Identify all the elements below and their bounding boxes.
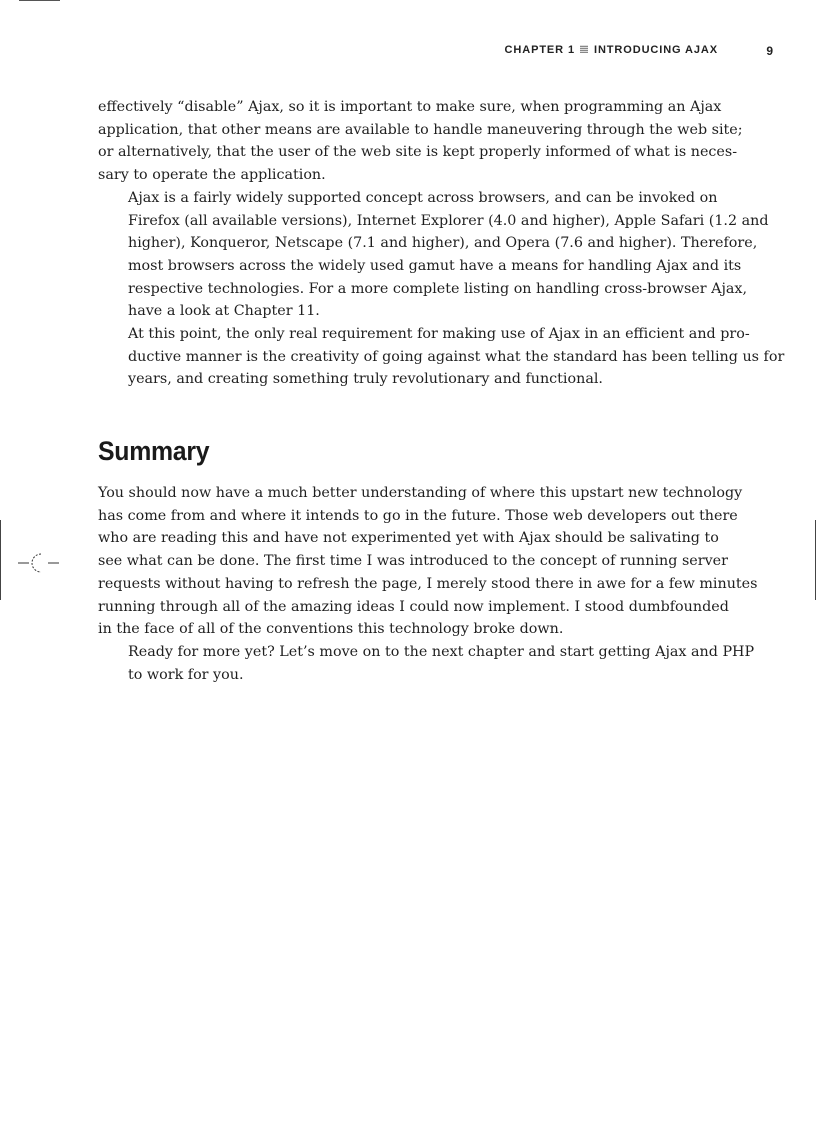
text-line: requests without having to refresh the page, I merely stood there in awe for a few minutes xyxy=(98,575,758,592)
text-line: or alternatively, that the user of the web site is kept properly informed of what is neces- xyxy=(98,144,738,161)
paragraph xyxy=(98,482,758,641)
text-line: Ready for more yet? Let’s move on to the next chapter and start getting Ajax and PHP xyxy=(128,643,755,660)
text-line: sary to operate the application. xyxy=(98,167,326,184)
paragraph xyxy=(98,96,743,187)
running-head-text xyxy=(505,44,718,56)
paragraph xyxy=(98,187,769,323)
text-line: application, that other means are available to handle maneuvering through the web site; xyxy=(98,121,743,138)
text-line: Firefox (all available versions), Internet Explorer (4.0 and higher), Apple Safari (1.2 and xyxy=(128,212,769,229)
chapter-title: INTRODUCING AJAX xyxy=(594,44,718,56)
text-line: effectively “disable” Ajax, so it is important to make sure, when programming an Ajax xyxy=(98,99,722,115)
running-head xyxy=(98,44,774,60)
text-line: have a look at Chapter 11. xyxy=(128,303,320,320)
text-line: has come from and where it intends to go in the future. Those web developers out there xyxy=(98,507,738,524)
text-line: Ajax is a fairly widely supported concept across browsers, and can be invoked on xyxy=(128,189,718,206)
text-line: You should now have a much better understanding of where this upstart new technology xyxy=(98,485,743,501)
registration-mark-icon xyxy=(18,550,60,576)
text-line: who are reading this and have not experimented yet with Ajax should be salivating to xyxy=(98,530,719,547)
text-line: in the face of all of the conventions this technology broke down. xyxy=(98,621,564,638)
separator-icon xyxy=(580,45,588,53)
paragraph xyxy=(98,323,785,391)
crop-mark-top xyxy=(19,0,60,1)
text-line: to work for you. xyxy=(128,666,244,683)
crop-mark-left xyxy=(0,520,1,600)
section-heading: Summary xyxy=(98,436,210,466)
text-line: At this point, the only real requirement for making use of Ajax in an efficient and pro- xyxy=(128,326,750,343)
text-line: higher), Konqueror, Netscape (7.1 and higher), and Opera (7.6 and higher). Therefore, xyxy=(128,235,758,252)
chapter-label: CHAPTER 1 xyxy=(504,44,575,56)
text-line: respective technologies. For a more complete listing on handling cross-browser Ajax, xyxy=(128,280,748,297)
text-line: years, and creating something truly revolutionary and functional. xyxy=(128,371,603,388)
text-line: see what can be done. The first time I was introduced to the concept of running server xyxy=(98,553,728,570)
paragraph xyxy=(98,641,755,686)
body-text-top xyxy=(98,96,785,391)
text-line: most browsers across the widely used gamut have a means for handling Ajax and its xyxy=(128,257,742,274)
body-text-summary xyxy=(98,482,758,686)
text-line: running through all of the amazing ideas I could now implement. I stood dumbfounded xyxy=(98,598,729,615)
text-line: ductive manner is the creativity of going against what the standard has been telling us for xyxy=(128,348,785,365)
page-number: 9 xyxy=(766,44,774,58)
